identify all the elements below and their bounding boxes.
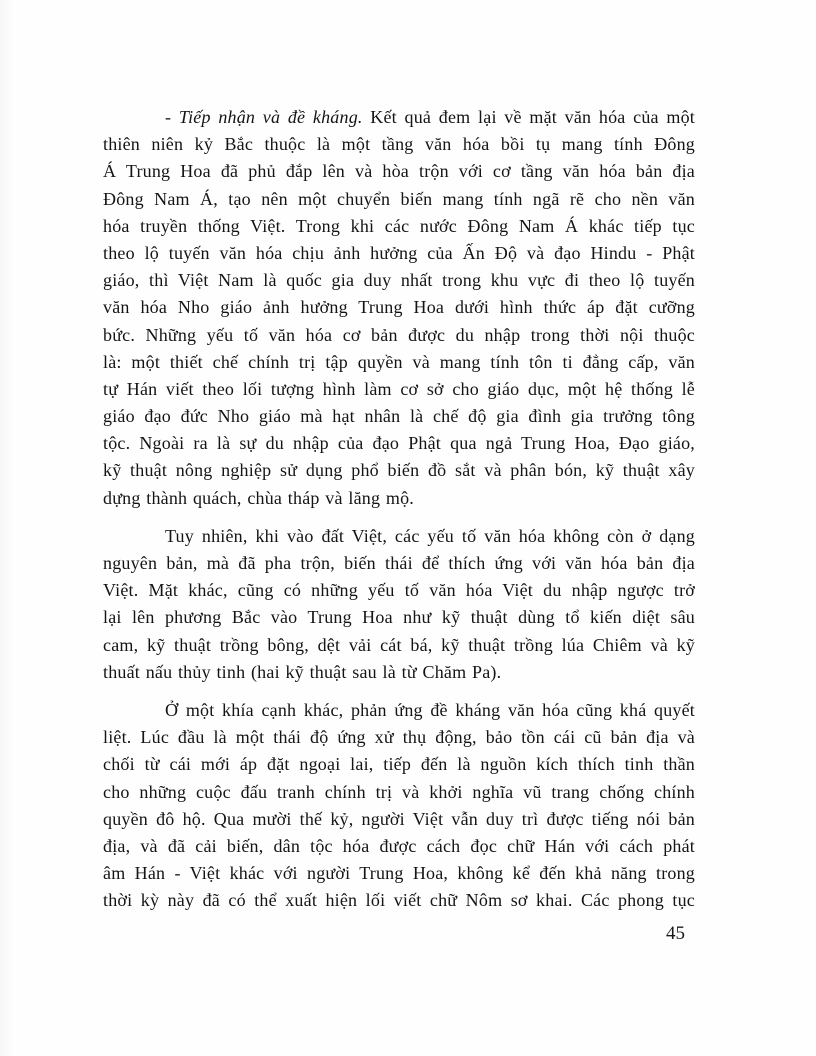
text-line <box>103 659 695 686</box>
text-segment: Đông Nam Á, tạo nên một chuyển biến mang tính ngã rẽ cho nền văn <box>103 188 695 209</box>
text-segment: liệt. Lúc đầu là một thái độ ứng xử thụ động, bảo tồn cái cũ bản địa và <box>103 727 695 748</box>
text-segment: Á Trung Hoa đã phủ đắp lên và hòa trộn với cơ tầng văn hóa bản địa <box>103 161 695 182</box>
text-line <box>103 322 695 349</box>
text-segment: thuất nấu thủy tinh (hai kỹ thuật sau là từ Chăm Pa). <box>103 661 502 682</box>
text-segment: tộc. Ngoài ra là sự du nhập của đạo Phật qua ngả Trung Hoa, Đạo giáo, <box>103 433 695 454</box>
text-line <box>103 294 695 321</box>
text-line <box>103 697 695 724</box>
text-block <box>103 104 695 914</box>
text-line <box>103 403 695 430</box>
text-line <box>103 632 695 659</box>
text-line <box>103 213 695 240</box>
text-segment: hóa truyền thống Việt. Trong khi các nước Đông Nam Á khác tiếp tục <box>103 215 695 236</box>
text-segment: lại lên phương Bắc vào Trung Hoa như kỹ thuật dùng tổ kiến diệt sâu <box>103 607 695 628</box>
text-segment: bức. Những yếu tố văn hóa cơ bản được du nhập trong thời nội thuộc <box>103 324 695 345</box>
text-line <box>103 430 695 457</box>
page-number: 45 <box>666 923 685 944</box>
text-line <box>103 724 695 751</box>
text-segment: Tuy nhiên, khi vào đất Việt, các yếu tố văn hóa không còn ở dạng <box>165 525 695 546</box>
text-line <box>103 349 695 376</box>
text-line <box>103 104 695 131</box>
text-line <box>103 485 695 512</box>
text-line <box>103 860 695 887</box>
text-line <box>103 577 695 604</box>
text-segment: kỹ thuật nông nghiệp sử dụng phổ biến đồ sắt và phân bón, kỹ thuật xây <box>103 460 695 481</box>
text-line <box>103 240 695 267</box>
paragraph <box>103 523 695 686</box>
text-segment: văn hóa Nho giáo ảnh hưởng Trung Hoa dưới hình thức áp đặt cưỡng <box>103 297 695 318</box>
text-line <box>103 267 695 294</box>
text-segment: là: một thiết chế chính trị tập quyền và mang tính tôn ti đẳng cấp, văn <box>103 351 695 372</box>
text-line <box>103 158 695 185</box>
text-segment: dựng thành quách, chùa tháp và lăng mộ. <box>103 487 414 508</box>
text-line <box>103 806 695 833</box>
text-line <box>103 550 695 577</box>
text-segment: giáo, thì Việt Nam là quốc gia duy nhất trong khu vực đi theo lộ tuyến <box>103 270 695 291</box>
text-segment: cam, kỹ thuật trồng bông, dệt vải cát bá, kỹ thuật trồng lúa Chiêm và kỹ <box>103 634 695 655</box>
text-line <box>103 751 695 778</box>
text-segment: cho những cuộc đấu tranh chính trị và khởi nghĩa vũ trang chống chính <box>103 781 695 802</box>
text-line <box>103 523 695 550</box>
text-line <box>103 457 695 484</box>
text-segment: giáo đạo đức Nho giáo mà hạt nhân là chế độ gia đình gia trưởng tông <box>103 406 695 427</box>
text-segment: nguyên bản, mà đã pha trộn, biến thái để thích ứng với văn hóa bản địa <box>103 553 695 573</box>
text-line <box>103 376 695 403</box>
text-line <box>103 887 695 914</box>
text-segment: thiên niên kỷ Bắc thuộc là một tầng văn hóa bồi tụ mang tính Đông <box>103 134 695 155</box>
text-segment: quyền đô hộ. Qua mười thế kỷ, người Việt vẫn duy trì được tiếng nói bản <box>103 808 695 829</box>
text-segment: Kết quả đem lại về mặt văn hóa của một <box>362 107 695 127</box>
text-segment: thời kỳ này đã có thể xuất hiện lối viết chữ Nôm sơ khai. Các phong tục <box>103 890 695 911</box>
text-line <box>103 131 695 158</box>
italic-lead-text: - Tiếp nhận và đề kháng. <box>165 107 363 127</box>
text-segment: địa, và đã cải biến, dân tộc hóa được cách đọc chữ Hán với cách phát <box>103 835 695 856</box>
text-segment: tự Hán viết theo lối tượng hình làm cơ sở cho giáo dục, một hệ thống lễ <box>103 378 695 399</box>
text-line <box>103 186 695 213</box>
text-segment: âm Hán - Việt khác với người Trung Hoa, không kể đến khả năng trong <box>103 863 695 884</box>
text-segment: chối từ cái mới áp đặt ngoại lai, tiếp đến là nguồn kích thích tinh thần <box>103 754 695 775</box>
text-line <box>103 833 695 860</box>
paragraph <box>103 104 695 512</box>
text-line <box>103 779 695 806</box>
text-line <box>103 604 695 631</box>
text-segment: Ở một khía cạnh khác, phản ứng đề kháng văn hóa cũng khá quyết <box>165 699 695 720</box>
text-segment: theo lộ tuyến văn hóa chịu ảnh hưởng của Ấn Độ và đạo Hindu - Phật <box>103 242 695 263</box>
text-segment: Việt. Mặt khác, cũng có những yếu tố văn hóa Việt du nhập ngược trở <box>103 580 695 601</box>
paragraph <box>103 697 695 915</box>
